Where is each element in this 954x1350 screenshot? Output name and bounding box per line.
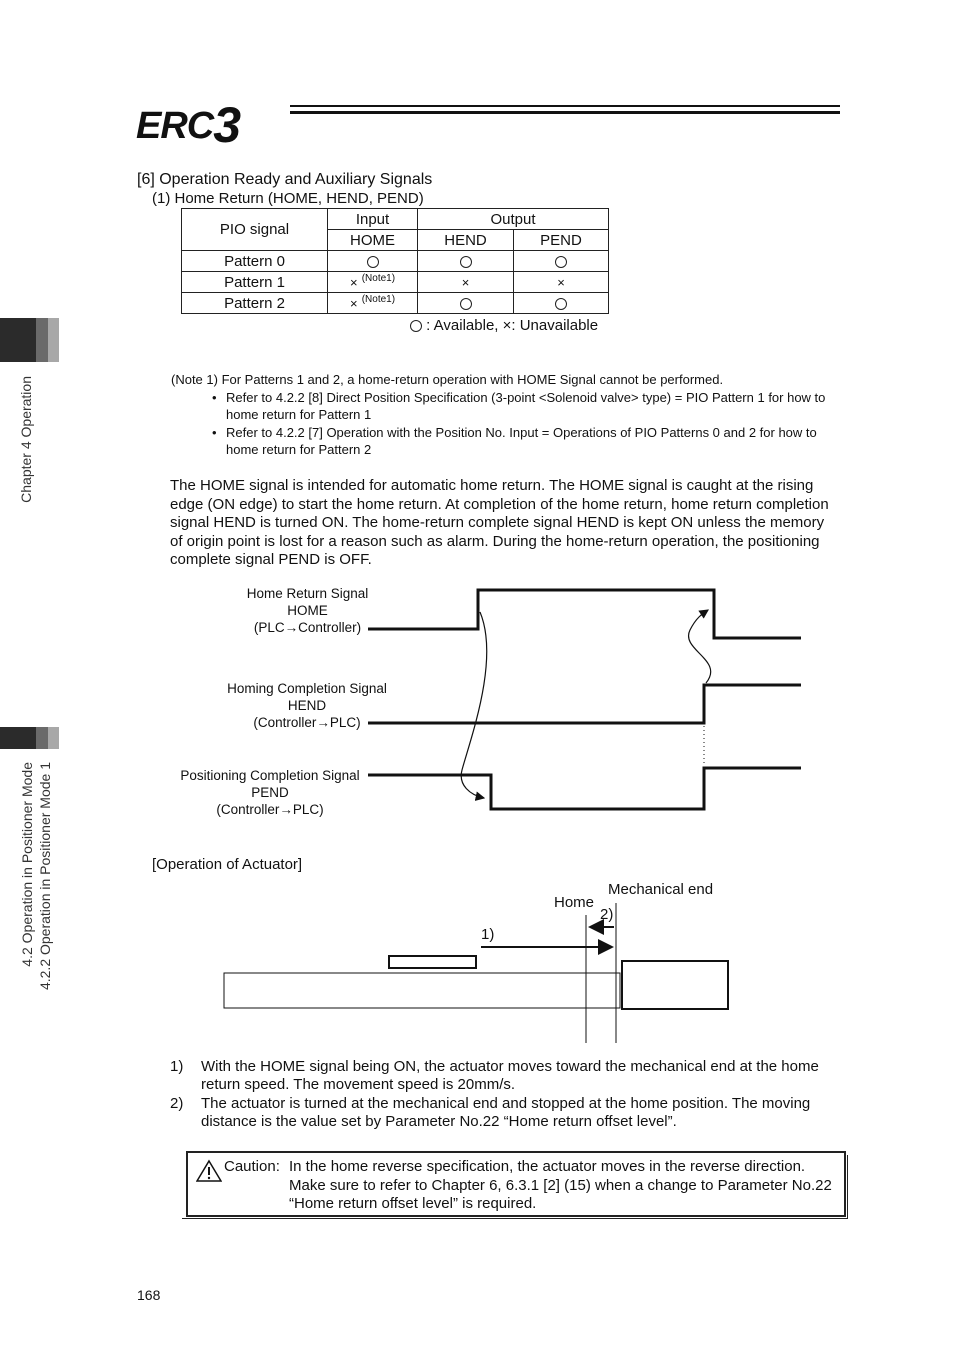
row-label: Pattern 0 <box>182 251 328 272</box>
list-item: • Refer to 4.2.2 [7] Operation with the Position No. Input = Operations of PIO Patterns 0 and 2 for how to home return for Pattern 2 <box>212 424 842 458</box>
header-pend: PEND <box>514 230 609 251</box>
body-paragraph: The HOME signal is intended for automatic home return. The HOME signal is caught at the rising edge (ON edge) to start the home return. At completion of the home return, home return completion signal HEND is turned ON. The home-return complete signal HEND is kept ON unless the memory of origin point is lost for a reason such as alarm. During the home-return operation, the positioning complete signal PEND is OFF. <box>170 477 829 568</box>
unavailable-mark: × <box>418 272 514 293</box>
note-text: (Note 1) For Patterns 1 and 2, a home-return operation with HOME Signal cannot be performed. <box>171 372 724 387</box>
unavailable-mark: × $^{(Note1)}$ <box>328 293 418 314</box>
table-legend: : Available, ×: Unavailable <box>410 317 598 334</box>
row-label: Pattern 2 <box>182 293 328 314</box>
hend-waveform <box>368 685 801 723</box>
header-output: Output <box>418 209 609 230</box>
list-item: • Refer to 4.2.2 [8] Direct Position Specification (3-point <Solenoid valve> type) = PIO Pattern 1 for how to home return for Pattern 1 <box>212 389 842 423</box>
actuator-title: [Operation of Actuator] <box>152 856 303 873</box>
header-hend: HEND <box>418 230 514 251</box>
side-label-subsection: 4.2.2 Operation in Positioner Mode 1 <box>37 762 53 991</box>
caution-text: In the home reverse specification, the actuator moves in the reverse direction. Make sure to refer to Chapter 6, 6.3.1 [2] (15) when a change to Parameter No.22 “Home return offset level” is required. <box>289 1158 832 1212</box>
home-to-pend-arrow <box>461 612 487 798</box>
pend-waveform <box>368 768 801 809</box>
home-waveform <box>368 590 801 638</box>
header-input: Input <box>328 209 418 230</box>
section-title: [6] Operation Ready and Auxiliary Signals <box>137 171 433 188</box>
mechanical-end-label: Mechanical end <box>608 881 714 898</box>
unavailable-mark: × <box>514 272 609 293</box>
list-item: 1) With the HOME signal being ON, the actuator moves toward the mechanical end at the home return speed. The movement speed is 20mm/s. <box>170 1058 819 1093</box>
actuator-body <box>224 973 620 1008</box>
unavailable-mark: × $^{(Note1)}$ <box>328 272 418 293</box>
hend-signal-label: Homing Completion Signal HEND (Controller→PLC) <box>227 681 387 730</box>
step1-label: 1) <box>481 926 495 943</box>
row-label: Pattern 1 <box>182 272 328 293</box>
side-label-chapter: Chapter 4 Operation <box>18 376 34 503</box>
warning-icon <box>196 1159 222 1183</box>
erc3-logo: ERC3 <box>136 97 241 153</box>
header-home: HOME <box>328 230 418 251</box>
operation-steps <box>170 1058 842 1132</box>
page-number: 168 <box>137 1287 161 1303</box>
pend-signal-label: Positioning Completion Signal PEND (Controller→PLC) <box>180 768 360 817</box>
section-subtitle: (1) Home Return (HOME, HEND, PEND) <box>152 190 424 207</box>
slider <box>389 956 476 968</box>
home-signal-label: Home Return Signal HOME (PLC→Controller) <box>246 586 369 635</box>
caution-label: Caution: <box>224 1158 280 1175</box>
side-label-section: 4.2 Operation in Positioner Mode <box>19 762 35 967</box>
header-pio-signal: PIO signal <box>182 209 328 251</box>
home-label: Home <box>554 894 595 911</box>
note-ref: (Note1) <box>361 294 396 305</box>
step2-label: 2) <box>600 906 614 923</box>
caution-box <box>186 1151 846 1217</box>
note-ref: (Note1) <box>361 273 396 284</box>
hend-to-home-arrow <box>689 610 711 683</box>
list-item: 2) The actuator is turned at the mechanical end and stopped at the home position. The moving distance is the value set by Parameter No.22 “Home return offset level”. <box>170 1095 811 1130</box>
motor-block <box>622 961 728 1009</box>
